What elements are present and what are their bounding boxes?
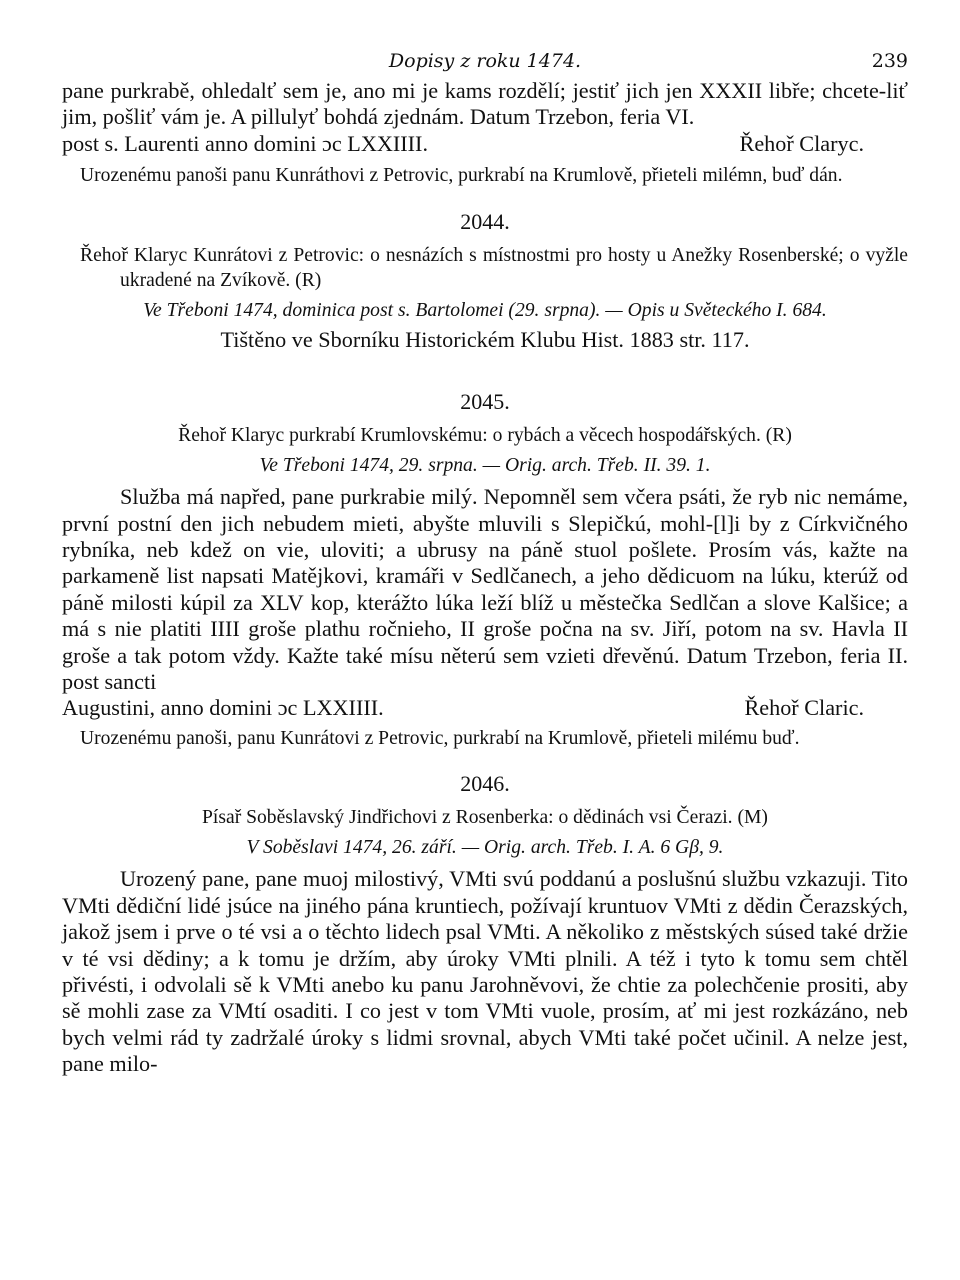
page	[62, 44, 908, 1078]
signature: Řehoř Claric.	[744, 695, 864, 721]
regest: Řehoř Klaryc Kunrátovi z Petrovic: o nesnázích s místnostmi pro hosty u Anežky Rosenberské; o vyžle ukradené na Zvíkově. (R)	[80, 244, 908, 292]
letter-number: 2045.	[460, 389, 510, 415]
address: Urozenému panoši panu Kunráthovi z Petrovic, purkrabí na Krumlově, přieteli milémn, buď dán.	[80, 165, 843, 187]
regest: Řehoř Klaryc purkrabí Krumlovskému: o rybách a věcech hospodářských. (R)	[178, 425, 792, 447]
dating: V Soběslavi 1474, 26. září. — Orig. arch. Třeb. I. A. 6 Gβ, 9.	[246, 836, 724, 858]
dating: Ve Třeboni 1474, dominica post s. Bartolomei (29. srpna). — Opis u Světeckého I. 684.	[143, 299, 827, 321]
regest: Písař Soběslavský Jindřichovi z Rosenberka: o dědinách vsi Čerazi. (M)	[202, 807, 768, 829]
dating: Ve Třeboni 1474, 29. srpna. — Orig. arch. Třeb. II. 39. 1.	[259, 454, 711, 476]
closing-date: post s. Laurenti anno domini ɔc LXXIIII.	[62, 130, 428, 156]
address: Urozenému panoši, panu Kunrátovi z Petrovic, purkrabí na Krumlově, přieteli milému buď.	[80, 727, 800, 749]
letter-number: 2046.	[460, 771, 510, 797]
closing-line	[62, 695, 908, 721]
signature: Řehoř Claryc.	[739, 130, 864, 156]
letter-number: 2044.	[460, 208, 510, 234]
closing-line	[62, 131, 908, 157]
page-number: 239	[871, 50, 908, 72]
letter-body: Urozený pane, pane muoj milostivý, VMti svú poddanú a poslušnú službu vzkazuji. Tito VMti dědiční lidé jsúce na jiného pána kruntiech, požívají kruntuov VMti z dědin Čerazských, jakož jsem i prve o té vsi a o těchto lidech psal VMti. A několiko z městských súsed také držie v té vsi dědiny; a k tomu je držím, aby úroky VMti plnili. A též i tyto k tomu sem chtěl přivésti, i odvolali sě k VMti anebo ku panu Jarohněvovi, že chtie za polechčenie prositi, aby sě mohli zase za VMtí osaditi. I co jest v tom VMti vuole, prosím, ať mi jest rozkázáno, neb bych velmi rád ty zadržalé úroky s lidmi srovnal, abych VMti také počet učinil. A nelze jest, pane milo-	[62, 866, 908, 1077]
closing-date: Augustini, anno domini ɔc LXXIIII.	[62, 695, 384, 721]
print-note: Tištěno ve Sborníku Historickém Klubu Hist. 1883 str. 117.	[220, 327, 750, 353]
letter-continuation: pane purkrabě, ohledalť sem je, ano mi je kams rozdělí; jestiť jich jen XXXII libře; chcete-liť jim, pošliť vám je. A pillulyť bohdá zjednám. Datum Trzebon, feria VI.	[62, 78, 908, 130]
letter-body: Služba má napřed, pane purkrabie milý. Nepomněl sem včera psáti, že ryb nic nemáme, první postní den jich nebudem mieti, abyšte mluvili s Slepičkú, mohl-[l]i by z Církvičného rybníka, neb kdež on vie, uloviti; a ubrusy na páně stuol pošlete. Prosím vás, kažte na parkameně list napsati Matějkovi, kramáři v Sedlčanech, a jeho dědicuom na lúku, kterúž od páně milosti kúpil za XLV kop, kterážto lúka leží blíž u městečka Sedlčan a slove Kalšice; a má s nie platiti IIII groše plathu ročnieho, II groše počna na sv. Jiří, potom na sv. Havla II groše a tak potom vždy. Kažte také mísu něterú sem vzieti dřevěnú. Datum Trzebon, feria II. post sancti	[62, 484, 908, 695]
running-title: Dopisy z roku 1474.	[388, 50, 582, 72]
running-header	[62, 44, 908, 78]
